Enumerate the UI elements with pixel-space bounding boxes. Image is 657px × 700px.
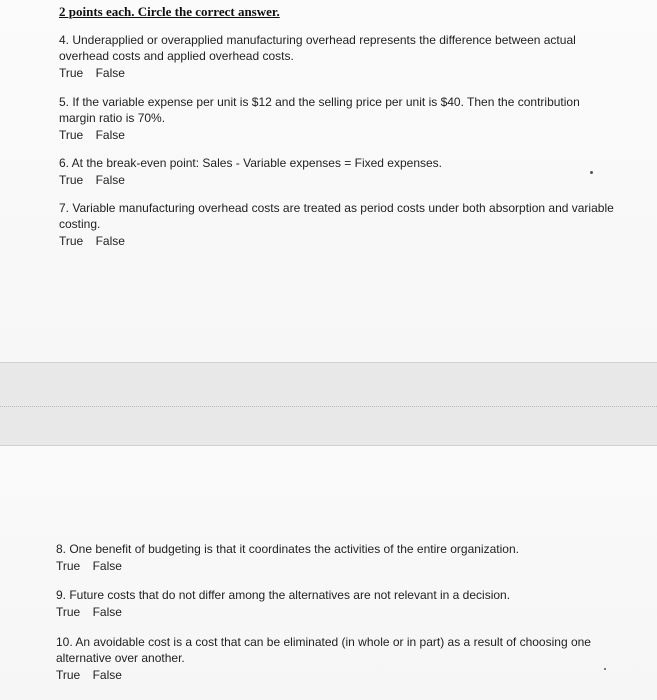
question-text: 5. If the variable expense per unit is $12 and the selling price per unit is $40. Then the contribution margin ratio is 70%.: [59, 95, 580, 125]
answer-options: [56, 667, 636, 683]
false-option[interactable]: False: [92, 605, 122, 619]
false-option[interactable]: False: [92, 559, 122, 573]
false-option[interactable]: False: [92, 668, 122, 682]
question-text: 9. Future costs that do not differ among the alternatives are not relevant in a decision.: [56, 588, 511, 602]
false-option[interactable]: False: [95, 234, 125, 248]
true-option[interactable]: True: [59, 173, 84, 187]
false-option[interactable]: False: [95, 66, 125, 80]
question-4: [59, 32, 619, 81]
answer-options: [59, 233, 619, 249]
answer-options: [59, 172, 619, 188]
question-8: [56, 541, 636, 574]
question-6: [59, 155, 619, 188]
false-option[interactable]: False: [95, 173, 125, 187]
true-option[interactable]: True: [59, 128, 84, 142]
true-option[interactable]: True: [56, 559, 81, 573]
question-text: 8. One benefit of budgeting is that it coordinates the activities of the entire organization.: [56, 542, 519, 556]
true-option[interactable]: True: [56, 668, 81, 682]
question-text: 6. At the break-even point: Sales - Variable expenses = Fixed expenses.: [59, 156, 443, 170]
answer-options: [59, 127, 619, 143]
false-option[interactable]: False: [95, 128, 125, 142]
page-speck: [604, 668, 606, 670]
answer-options: [56, 558, 636, 574]
answer-options: [56, 604, 636, 620]
true-option[interactable]: True: [56, 605, 81, 619]
page-gap-band: [0, 362, 657, 446]
question-10: [56, 634, 636, 683]
true-option[interactable]: True: [59, 234, 84, 248]
question-9: [56, 587, 636, 620]
question-text: 4. Underapplied or overapplied manufacturing overhead represents the difference between actual overhead costs and applied overhead costs.: [59, 33, 576, 63]
question-5: [59, 94, 619, 143]
page-speck: [590, 171, 593, 174]
true-option[interactable]: True: [59, 66, 84, 80]
answer-options: [59, 65, 619, 81]
question-text: 7. Variable manufacturing overhead costs are treated as period costs under both absorption and variable costing.: [59, 201, 614, 231]
dotted-divider: [0, 406, 657, 407]
question-text: 10. An avoidable cost is a cost that can be eliminated (in whole or in part) as a result of choosing one alternative over another.: [56, 635, 591, 665]
instructions-heading: 2 points each. Circle the correct answer.: [59, 4, 280, 19]
question-7: [59, 200, 619, 249]
